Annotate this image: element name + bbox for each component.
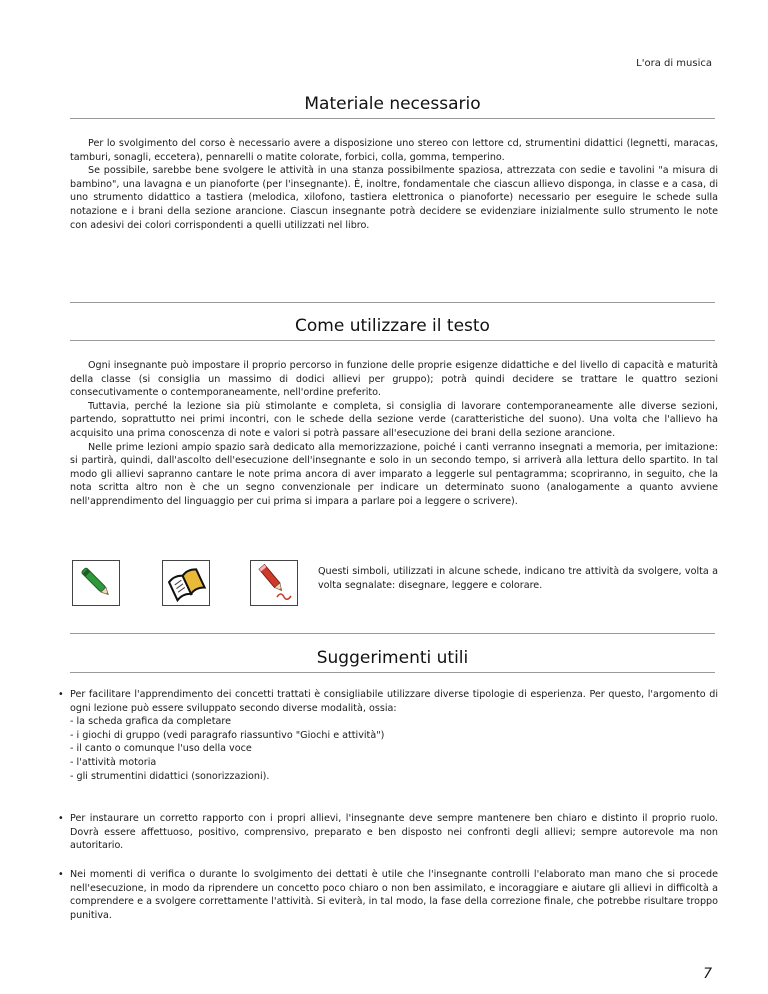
section-title-come: Come utilizzare il testo: [295, 316, 490, 336]
paragraph: Se possibile, sarebbe bene svolgere le attività in una stanza possibilmente spaziosa, attrezzata con sedie e tavolini "a misura di bambino", una lavagna e un pianoforte (per l'insegnante). È, inoltre, fondamentale che ciascun allievo disponga, in classe e a casa, di uno strumento didattico a tastiera (melodica, xilofono, tastiera elettronica o pianoforte) necessario per eseguire le schede sulla notazione e i brani della sezione arancione. Ciascun insegnante potrà decidere se evidenziare inizialmente sullo strumento le note con adesivi dei colori corrispondenti a quelli utilizzati nel libro.: [70, 165, 718, 231]
red-pencil-icon: [250, 560, 298, 606]
list-item-text: Nei momenti di verifica o durante lo svolgimento dei dettati è utile che l'insegnante controlli l'elaborato man mano che si procede nell'esecuzione, in modo da riprendere un concetto poco chiaro o non ben assimilato, e incoraggiare e aiutare gli allievi in difficoltà a comprendere e a svolgere correttamente l'attività. Si eviterà, in tal modo, la fase della correzione finale, che potrebbe risultare troppo punitiva.: [70, 869, 718, 921]
page-number: 7: [703, 966, 712, 982]
come-body: [70, 359, 718, 509]
section-divider: [70, 633, 715, 634]
paragraph: Ogni insegnante può impostare il proprio percorso in funzione delle proprie esigenze didattiche e del livello di capacità e maturità della classe (si consiglia un massimo di dodici allievi per gruppo); potrà quindi decidere se trattare le quattro sezioni consecutivamente o contemporaneamente, nell'ordine preferito.: [70, 360, 718, 399]
list-item: [58, 688, 718, 783]
list-item: [58, 812, 718, 853]
sub-item: - il canto o comunque l'uso della voce: [70, 743, 252, 755]
materiale-body: [70, 137, 718, 232]
paragraph: Per lo svolgimento del corso è necessario avere a disposizione uno stereo con lettore cd, strumentini didattici (legnetti, maracas, tamburi, sonagli, eccetera), pennarelli o matite colorate, forbici, colla, gomma, temperino.: [70, 138, 718, 163]
section-title-materiale: Materiale necessario: [304, 94, 481, 114]
section-title-suggerimenti: Suggerimenti utili: [316, 648, 469, 668]
bullet-marker: •: [58, 813, 64, 824]
running-title: L'ora di musica: [636, 58, 712, 69]
section-divider: [70, 302, 715, 303]
bullet-marker: •: [58, 689, 64, 700]
section-divider: [70, 672, 715, 673]
paragraph: Tuttavia, perché la lezione sia più stimolante e completa, si consiglia di lavorare contemporaneamente alle diverse sezioni, partendo, soprattutto nei primi incontri, con le schede della sezione verde (caratteristiche del suono). Una volta che l'allievo ha acquisito una prima conoscenza di note e valori si potrà passare all'esecuzione dei brani della sezione arancione.: [70, 400, 718, 439]
bullet-marker: •: [58, 869, 64, 880]
list-item-text: Per instaurare un corretto rapporto con i propri allievi, l'insegnante deve sempre mantenere ben chiaro e distinto il proprio ruolo. Dovrà essere affettuoso, positivo, comprensivo, preparato e ben disposto nei confronti degli allievi; sempre autorevole ma non autoritario.: [70, 813, 718, 852]
green-pen-icon: [72, 560, 120, 606]
sub-item: - i giochi di gruppo (vedi paragrafo riassuntivo "Giochi e attività"): [70, 729, 385, 741]
open-book-icon: [162, 560, 210, 606]
sub-item: - l'attività motoria: [70, 756, 157, 768]
symbols-caption: Questi simboli, utilizzati in alcune schede, indicano tre attività da svolgere, volta a volta segnalate: disegnare, leggere e colorare.: [318, 566, 718, 591]
list-item-text: Per facilitare l'apprendimento dei concetti trattati è consigliabile utilizzare diverse tipologie di esperienza. Per questo, l'argomento di ogni lezione può essere sviluppato secondo diverse modalità, ossia:: [70, 689, 718, 714]
sub-item: - gli strumentini didattici (sonorizzazioni).: [70, 770, 270, 782]
section-divider: [70, 118, 715, 119]
list-item: [58, 868, 718, 922]
section-divider: [70, 340, 715, 341]
paragraph: Nelle prime lezioni ampio spazio sarà dedicato alla memorizzazione, poiché i canti verranno insegnati a memoria, per imitazione: si partirà, quindi, dall'ascolto dell'esecuzione dell'insegnante e solo in un secondo tempo, si arriverà alla lettura dello spartito. In tal modo gli allievi sapranno cantare le note prima ancora di aver imparato a leggerle sul pentagramma; scopriranno, in seguito, che la nota scritta altro non è che un segno convenzionale per indicare un determinato suono (analogamente a quanto avviene nell'apprendimento del linguaggio per cui prima si impara a parlare poi a leggere o scrivere).: [70, 441, 718, 507]
sub-item: - la scheda grafica da completare: [70, 716, 231, 728]
